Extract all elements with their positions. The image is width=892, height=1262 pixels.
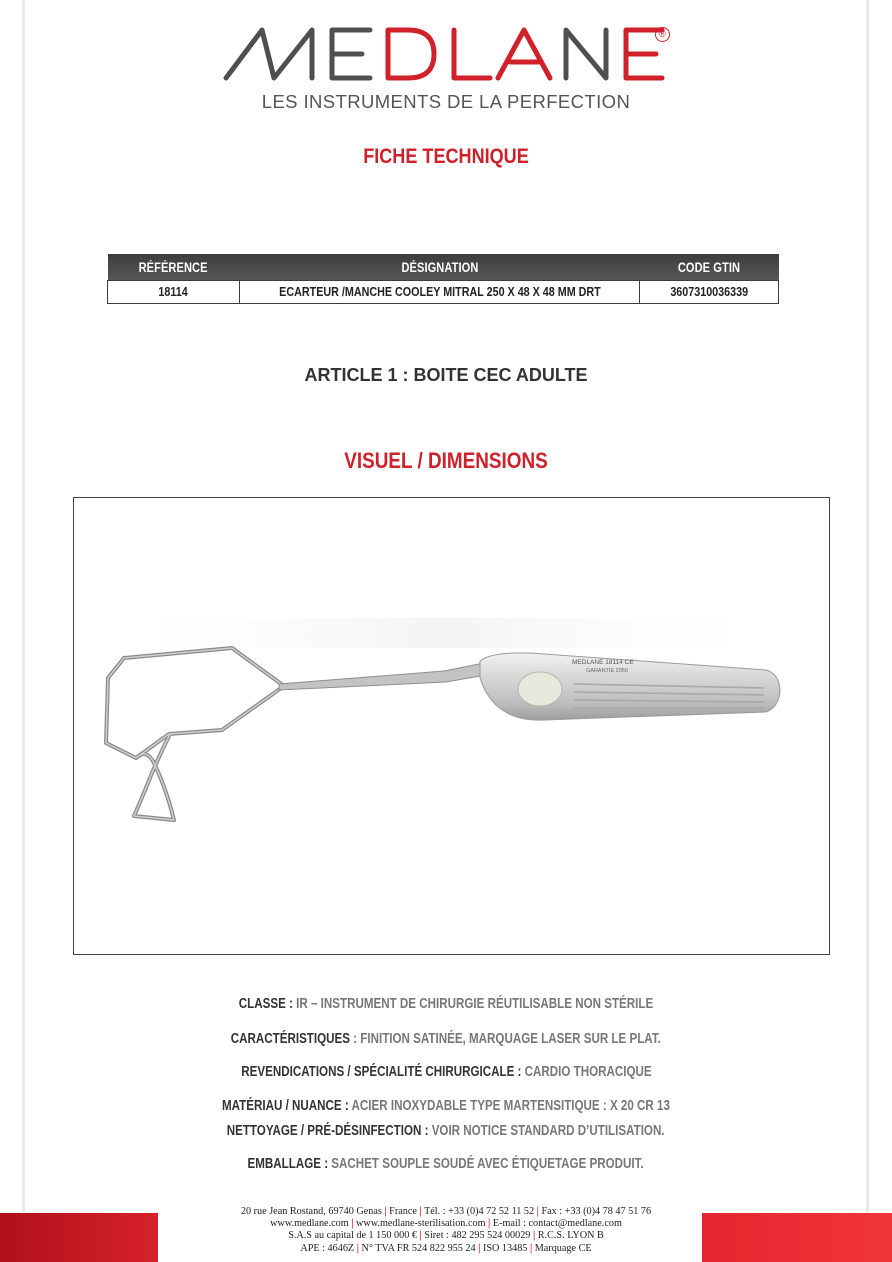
table-row bbox=[108, 281, 779, 304]
header-reference: RÉFÉRENCE bbox=[108, 254, 240, 281]
spec-caracteristiques: CARACTÉRISTIQUES : FINITION SATINÉE, MARQUAGE LASER SUR LE PLAT. bbox=[230, 1031, 662, 1047]
table-header-row bbox=[108, 254, 779, 281]
registered-mark: ® bbox=[655, 27, 670, 42]
spec-emballage: EMBALLAGE : SACHET SOUPLE SOUDÉ AVEC ÉTIQUETAGE PRODUIT. bbox=[247, 1156, 645, 1172]
spec-classe: CLASSE : IR – INSTRUMENT DE CHIRURGIE RÉUTILISABLE NON STÉRILE bbox=[238, 996, 654, 1012]
email-link[interactable]: E-mail : contact@medlane.com bbox=[492, 1218, 622, 1230]
footer-line-legal: APE : 4646Z | N° TVA FR 524 822 955 24 | ISO 13485 | Marquage CE bbox=[300, 1242, 592, 1254]
cell-gtin: 3607310036339 bbox=[640, 281, 779, 304]
brand-tagline: LES INSTRUMENTS DE LA PERFECTION bbox=[261, 91, 631, 112]
footer-line-web: www.medlane.com | www.medlane-sterilisation.com | E-mail : contact@medlane.com bbox=[270, 1218, 622, 1230]
footer-contact bbox=[0, 1206, 892, 1255]
visuel-dimensions-title: VISUEL / DIMENSIONS bbox=[344, 448, 548, 473]
medlane-logo bbox=[222, 24, 674, 84]
engraving-line-1: MEDLANE 18114 CE bbox=[572, 659, 634, 666]
fiche-technique-title: FICHE TECHNIQUE bbox=[363, 145, 529, 168]
retractor-image bbox=[74, 498, 829, 954]
cell-designation: ECARTEUR /MANCHE COOLEY MITRAL 250 X 48 X 48 MM DRT bbox=[240, 281, 640, 304]
header-gtin: CODE GTIN bbox=[640, 254, 779, 281]
footer-line-company: S.A.S au capital de 1 150 000 € | Siret : 482 295 524 00029 | R.C.S. LYON B bbox=[288, 1230, 604, 1242]
product-visual-frame bbox=[73, 497, 830, 955]
article-heading: ARTICLE 1 : BOITE CEC ADULTE bbox=[304, 365, 588, 385]
cell-reference: 18114 bbox=[108, 281, 240, 304]
spec-revendications: REVENDICATIONS / SPÉCIALITÉ CHIRURGICALE : CARDIO THORACIQUE bbox=[240, 1064, 652, 1080]
footer-line-address: 20 rue Jean Rostand, 69740 Genas | France | Tél. : +33 (0)4 72 52 11 52 | Fax : +33 (0)4 78 47 51 76 bbox=[240, 1206, 652, 1217]
spec-materiau: MATÉRIAU / NUANCE : ACIER INOXYDABLE TYPE MARTENSITIQUE : X 20 CR 13 bbox=[222, 1098, 670, 1114]
spec-nettoyage: NETTOYAGE / PRÉ-DÉSINFECTION : VOIR NOTICE STANDARD D’UTILISATION. bbox=[227, 1123, 665, 1139]
engraving-line-2: GARANTIE 2050 bbox=[586, 668, 628, 674]
header-designation: DÉSIGNATION bbox=[240, 254, 640, 281]
website-link[interactable]: www.medlane.com bbox=[270, 1218, 349, 1230]
reference-table bbox=[107, 254, 779, 304]
sterilisation-website-link[interactable]: www.medlane-sterilisation.com bbox=[356, 1218, 486, 1230]
